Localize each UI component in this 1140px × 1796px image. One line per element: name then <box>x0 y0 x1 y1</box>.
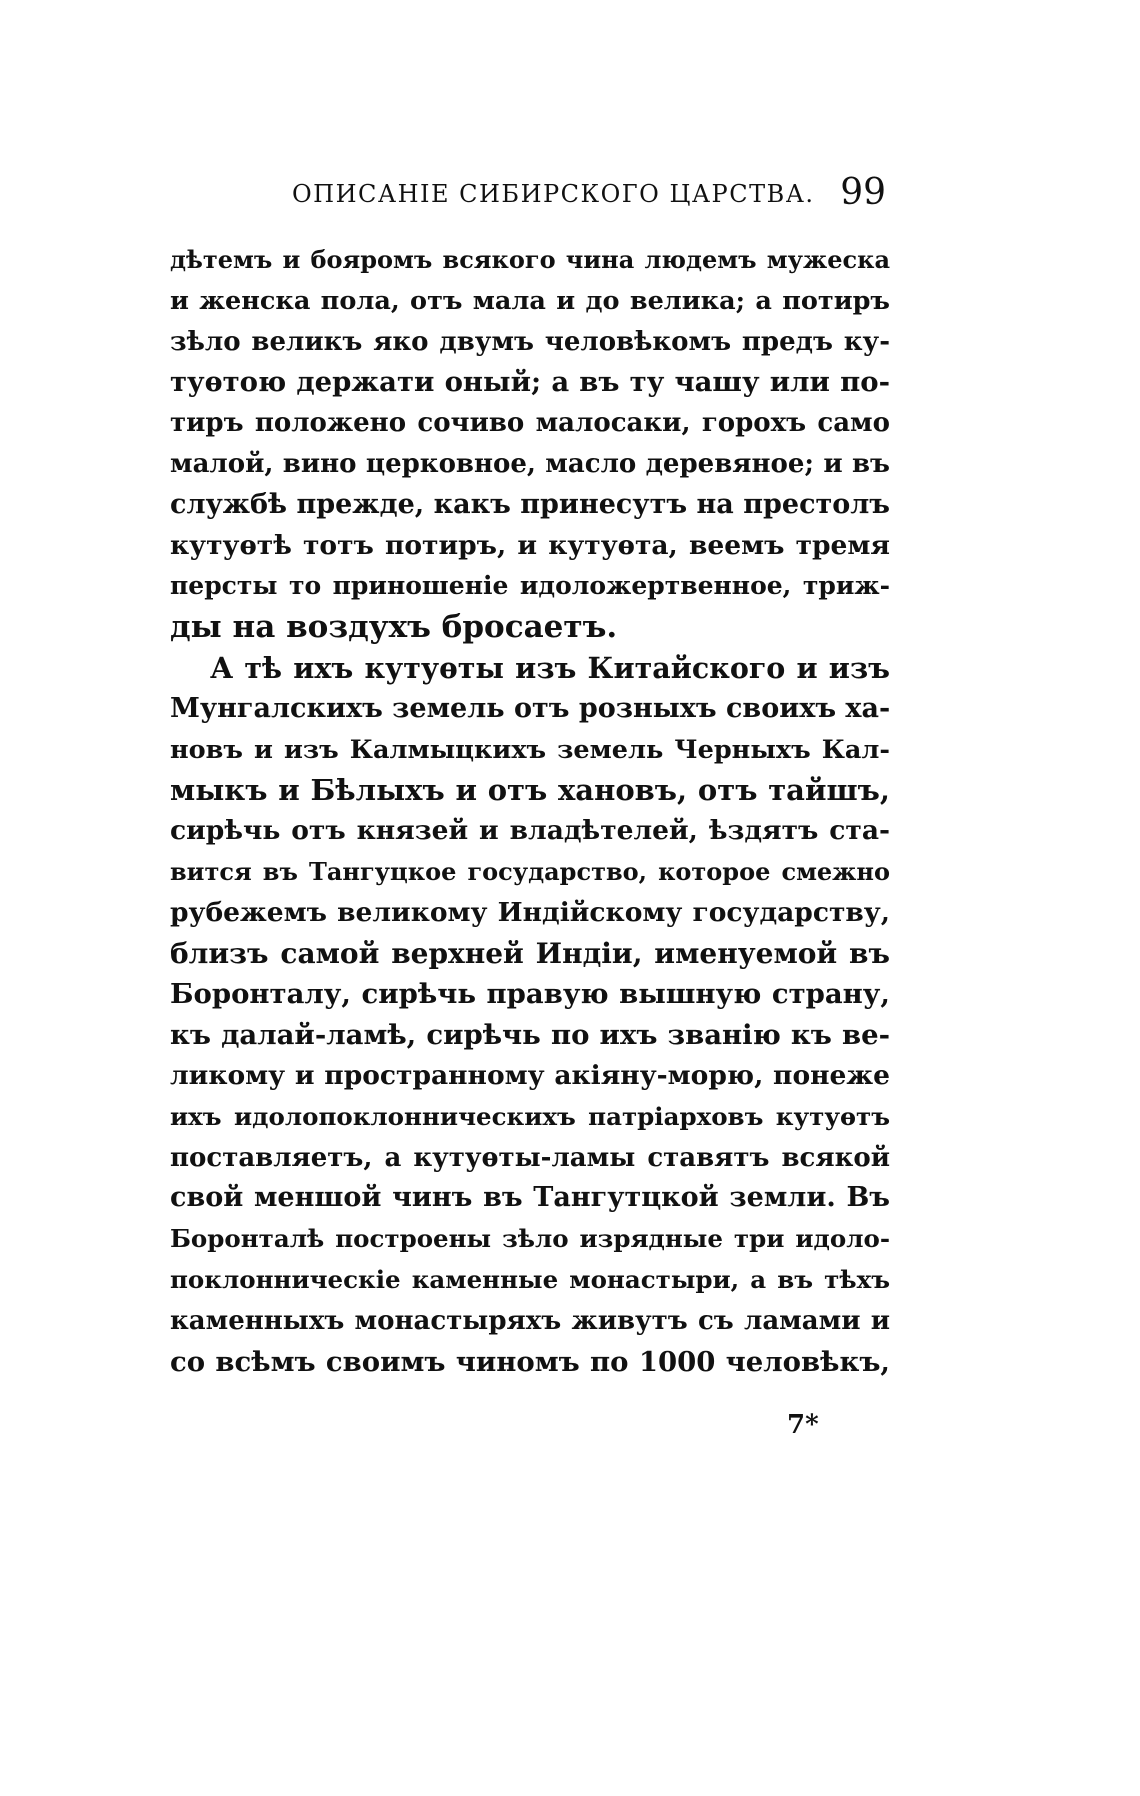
text-line: рубежемъ великому Индійскому государству, <box>170 896 890 928</box>
text-line: дѣтемъ и бояромъ всякого чина людемъ мужеска <box>170 245 890 274</box>
text-line: туѳтою держати оный; а въ ту чашу или по- <box>170 366 890 399</box>
paragraph-1 <box>170 240 890 648</box>
text-line: службѣ прежде, какъ принесутъ на престолъ <box>170 488 890 520</box>
running-title: ОПИСАНІЕ СИБИРСКОГО ЦАРСТВА. <box>292 180 815 208</box>
text-line: ды на воздухъ бросаетъ. <box>170 609 618 646</box>
paragraph-2 <box>170 648 890 1382</box>
text-line: зѣло великъ яко двумъ человѣкомъ предъ ку- <box>170 326 890 357</box>
text-line: вится въ Тангуцкое государство, которое смежно <box>170 856 890 886</box>
text-line: мыкъ и Бѣлыхъ и отъ хановъ, отъ тайшъ, <box>170 773 890 808</box>
signature-mark: 7* <box>787 1410 819 1440</box>
text-line: сирѣчь отъ князей и владѣтелей, ѣздятъ ста- <box>170 815 890 847</box>
text-line: ихъ идолопоклонническихъ патріарховъ кутуѳтъ <box>170 1101 890 1131</box>
text-line: персты то приношеніе идоложертвенное, триж- <box>170 571 890 601</box>
text-line: къ далай-ламѣ, сирѣчь по ихъ званію къ ве- <box>170 1019 890 1052</box>
text-line: Мунгалскихъ земель отъ розныхъ своихъ ха- <box>170 692 891 724</box>
body-text <box>170 240 890 1382</box>
text-line: со всѣмъ своимъ чиномъ по 1000 человѣкъ, <box>170 1345 890 1378</box>
text-line: ликому и пространному акіяну-морю, понеже <box>170 1059 890 1091</box>
text-line: Боронталѣ построены зѣло изрядные три идоло- <box>170 1224 890 1254</box>
running-head <box>190 172 890 222</box>
text-line: поклонническіе каменные монастыри, а въ тѣхъ <box>170 1264 890 1294</box>
text-line: Боронталу, сирѣчь правую вышную страну, <box>170 978 890 1011</box>
text-line: каменныхъ монастыряхъ живутъ съ ламами и <box>170 1305 890 1336</box>
text-line: А тѣ ихъ кутуѳты изъ Китайского и изъ <box>210 650 890 685</box>
text-line: и женска пола, отъ мала и до велика; а потиръ <box>170 285 890 316</box>
text-line: кутуѳтѣ тотъ потиръ, и кутуѳта, веемъ тремя <box>170 529 890 561</box>
text-line: близъ самой верхней Индіи, именуемой въ <box>170 936 890 970</box>
page-number: 99 <box>840 172 886 213</box>
text-line: малой, вино церковное, масло деревяное; и въ <box>170 448 890 479</box>
text-line: новъ и изъ Калмыцкихъ земель Черныхъ Кал- <box>170 734 890 765</box>
text-line: тиръ положено сочиво малосаки, горохъ само <box>170 408 890 439</box>
text-line: свой меншой чинъ въ Тангутцкой земли. Въ <box>170 1182 890 1214</box>
text-line: поставляетъ, а кутуѳты-ламы ставятъ всякой <box>170 1142 890 1173</box>
